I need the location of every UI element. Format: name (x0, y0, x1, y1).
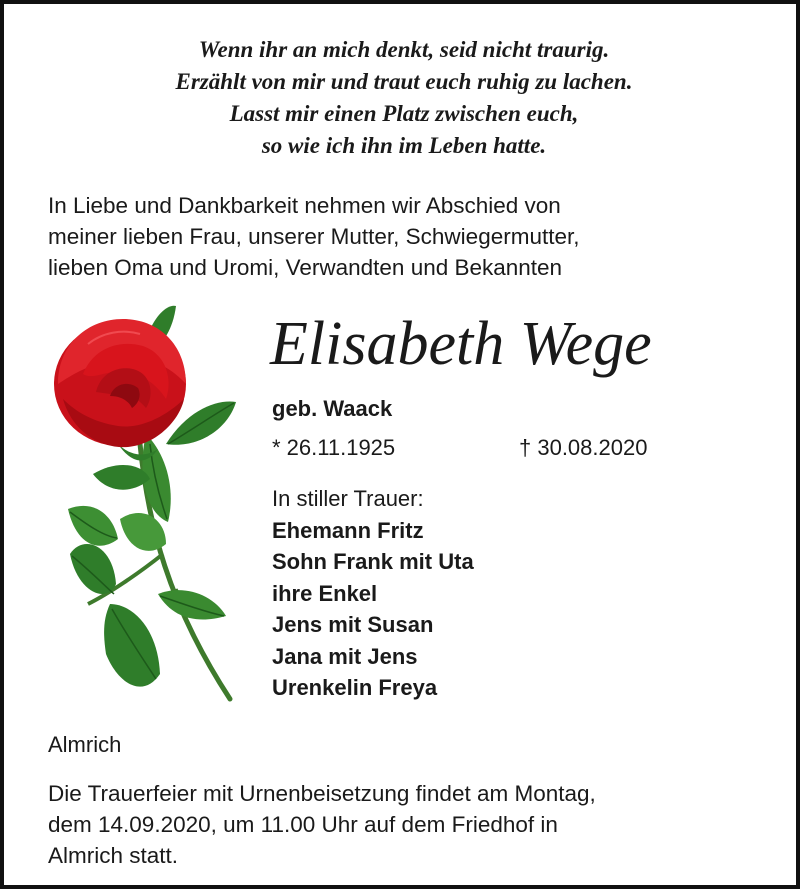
birth-name: geb. Waack (272, 396, 393, 421)
deceased-name: Elisabeth Wege (270, 310, 652, 378)
ceremony-line: Almrich statt. (48, 843, 179, 868)
ceremony-line: Die Trauerfeier mit Urnenbeisetzung findet am Montag, (48, 781, 596, 806)
poem-line: Lasst mir einen Platz zwischen euch, (229, 101, 579, 126)
mourner-name: Jens mit Susan (272, 612, 434, 637)
memorial-poem (34, 34, 774, 162)
intro-line: lieben Oma und Uromi, Verwandten und Bekannten (48, 255, 563, 280)
death-date: † 30.08.2020 (519, 435, 648, 460)
intro-line: In Liebe und Dankbarkeit nehmen wir Abschied von (48, 193, 561, 218)
mourners-list (272, 483, 474, 704)
intro-line: meiner lieben Frau, unserer Mutter, Schwiegermutter, (48, 224, 580, 249)
mourner-name: ihre Enkel (272, 580, 378, 606)
birth-date: * 26.11.1925 (272, 435, 396, 460)
funeral-ceremony-info (48, 778, 778, 871)
mourner-name: Sohn Frank mit Uta (272, 549, 474, 574)
poem-line: so wie ich ihn im Leben hatte. (261, 133, 547, 158)
mourner-name: Ehemann Fritz (272, 517, 424, 543)
red-rose-icon (48, 304, 248, 714)
farewell-intro (48, 190, 768, 283)
poem-line: Erzählt von mir und traut euch ruhig zu lachen. (175, 69, 633, 94)
mourner-name: Jana mit Jens (272, 643, 418, 669)
place-name: Almrich (48, 732, 122, 757)
mourner-name: Urenkelin Freya (272, 675, 438, 700)
mourners-label: In stiller Trauer: (272, 486, 424, 511)
ceremony-line: dem 14.09.2020, um 11.00 Uhr auf dem Friedhof in (48, 812, 558, 837)
poem-line: Wenn ihr an mich denkt, seid nicht traurig. (198, 37, 610, 62)
